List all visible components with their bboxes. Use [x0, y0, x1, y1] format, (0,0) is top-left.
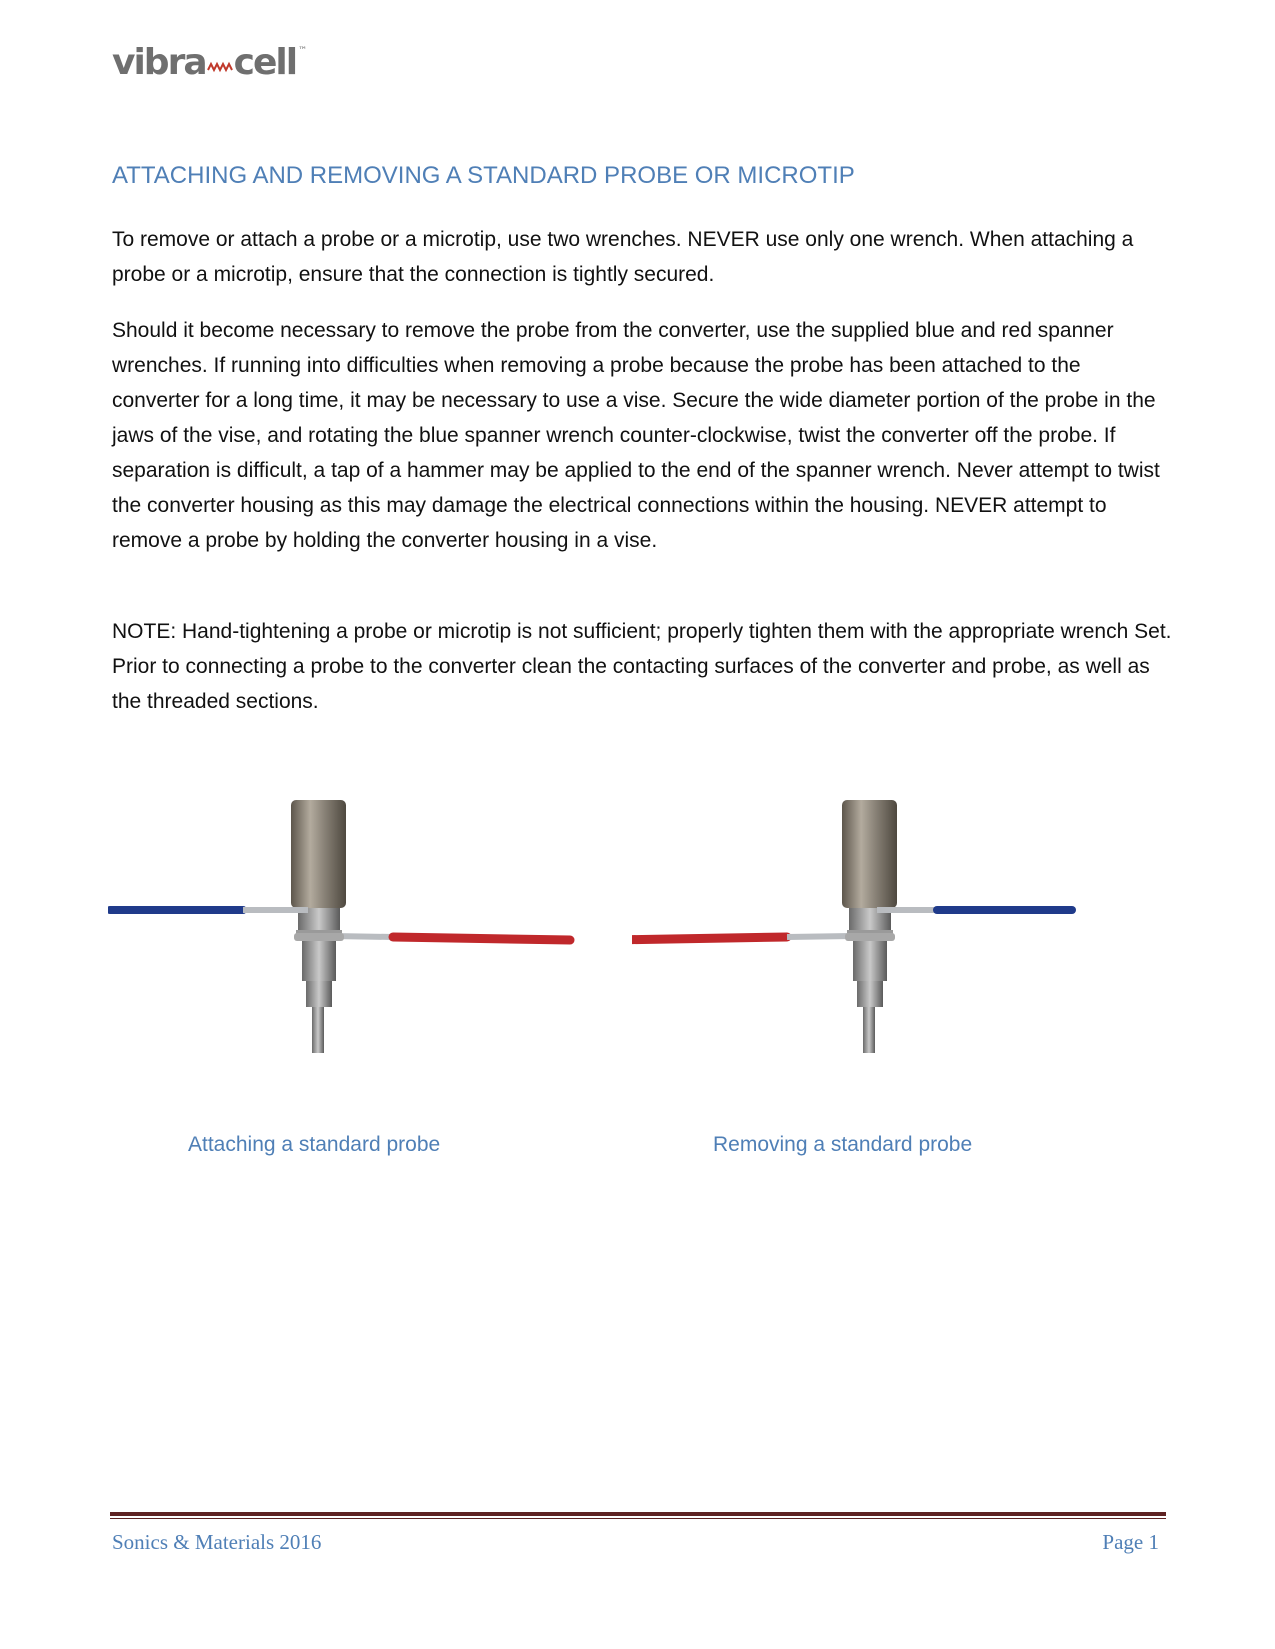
paragraph-note: NOTE: Hand-tightening a probe or microtip is not sufficient; properly tighten them with the appropriate wrench Set. Prior to connecting a probe to the converter clean the contacting surfaces of the converter and probe, as well as the threaded sections.	[112, 620, 1172, 713]
page-number: Page 1	[1102, 1530, 1159, 1554]
footer-divider	[110, 1512, 1166, 1519]
caption-attaching: Attaching a standard probe	[188, 1133, 441, 1156]
probe-horn	[302, 941, 336, 1053]
logo-text-cell: cell	[233, 42, 297, 83]
caption-removing: Removing a standard probe	[713, 1133, 973, 1156]
converter-housing	[291, 800, 346, 908]
red-spanner-wrench	[333, 936, 570, 940]
logo-text-vibra: vibra	[112, 42, 206, 83]
vibra-cell-logo	[112, 42, 307, 92]
removing-probe-photo	[632, 790, 1152, 1120]
paragraph-intro: To remove or attach a probe or a microtip, use two wrenches. NEVER use only one wrench. When attaching a probe or a microtip, ensure that the connection is tightly secured.	[112, 228, 1134, 286]
section-title: ATTACHING AND REMOVING A STANDARD PROBE OR MICROTIP	[112, 162, 855, 189]
attaching-probe-photo	[108, 790, 628, 1120]
probe-horn	[853, 941, 887, 1053]
paragraph-removal: Should it become necessary to remove the probe from the converter, use the supplied blue and red spanner wrenches. If running into difficulties when removing a probe because the probe has been attached to the converter for a long time, it may be necessary to use a vise. Secure the wide diameter portion of the probe in the jaws of the vise, and rotating the blue spanner wrench counter-clockwise, twist the converter off the probe. If separation is difficult, a tap of a hammer may be applied to the end of the spanner wrench. Never attempt to twist the converter housing as this may damage the electrical connections within the housing. NEVER attempt to remove a probe by holding the converter housing in a vise.	[112, 319, 1160, 552]
red-spanner-wrench	[632, 936, 852, 940]
wave-icon	[207, 60, 233, 74]
converter-housing	[842, 800, 897, 908]
footer-company: Sonics & Materials 2016	[112, 1530, 322, 1554]
trademark-symbol: ™	[298, 46, 308, 56]
